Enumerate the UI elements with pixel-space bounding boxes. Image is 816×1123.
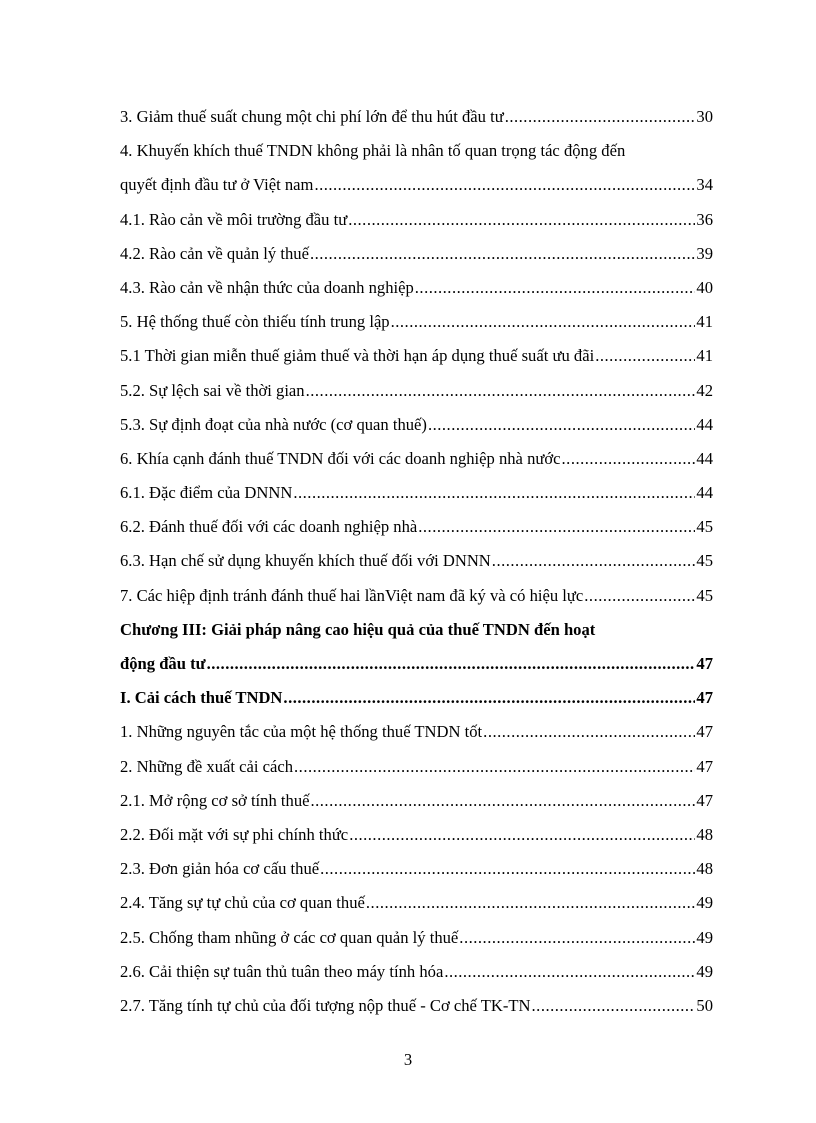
toc-entry-title: 4. Khuyến khích thuế TNDN không phải là nhân tố quan trọng tác động đến (120, 141, 626, 161)
toc-entry-page: 47 (696, 790, 713, 810)
toc-leader-dots (310, 784, 695, 818)
toc-entry-title: 2. Những đề xuất cải cách (120, 756, 294, 776)
toc-entry-page: 44 (696, 448, 713, 468)
toc-entry-page: 49 (696, 893, 713, 913)
toc-entry-title: 2.4. Tăng sự tự chủ của cơ quan thuế (120, 893, 365, 913)
toc-leader-dots (320, 852, 695, 886)
toc-leader-dots (349, 818, 695, 852)
toc-entry (120, 271, 713, 305)
toc-entry-title: 4.3. Rào cản về nhận thức của doanh nghiệp (120, 277, 414, 297)
toc-leader-dots (314, 168, 695, 202)
toc-entry (120, 134, 713, 168)
toc-entry-page: 44 (696, 483, 713, 503)
toc-entry-title: 1. Những nguyên tắc của một hệ thống thuế TNDN tốt (120, 722, 483, 742)
toc-entry (120, 100, 713, 134)
toc-entry-page: 48 (696, 859, 713, 879)
toc-leader-dots (562, 442, 696, 476)
toc-entry-page: 48 (696, 824, 713, 844)
toc-entry (120, 989, 713, 1023)
toc-leader-dots (492, 544, 696, 578)
toc-entry-title: 7. Các hiệp định tránh đánh thuế hai lầnViệt nam đã ký và có hiệu lực (120, 585, 584, 605)
toc-entry-title: động đầu tư (120, 654, 206, 673)
page-number: 3 (403, 1050, 413, 1069)
toc-entry (120, 921, 713, 955)
toc-entry-page: 42 (696, 380, 713, 400)
toc-entry (120, 442, 713, 476)
toc-entry (120, 750, 713, 784)
toc-entry (120, 681, 713, 715)
toc-entry-page: 39 (696, 243, 713, 263)
toc-entry-page: 47 (696, 688, 713, 708)
toc-entry (120, 476, 713, 510)
toc-entry (120, 237, 713, 271)
toc-entry-page: 34 (696, 175, 713, 195)
toc-entry (120, 818, 713, 852)
toc-entry-page: 30 (696, 107, 713, 126)
toc-entry-page: 47 (696, 722, 713, 742)
toc-entry (120, 613, 713, 647)
toc-entry (120, 955, 713, 989)
toc-leader-dots (444, 955, 695, 989)
toc-entry-page: 44 (696, 414, 713, 434)
toc-leader-dots (532, 989, 696, 1023)
toc-leader-dots (348, 203, 695, 237)
toc-entry-page: 45 (696, 551, 713, 571)
toc-entry-page: 50 (696, 995, 713, 1015)
toc-leader-dots (391, 305, 696, 339)
toc-leader-dots (366, 886, 696, 920)
toc-leader-dots (293, 476, 695, 510)
toc-entry-page: 36 (696, 209, 713, 229)
toc-entry (120, 510, 713, 544)
toc-leader-dots (418, 510, 695, 544)
toc-entry-title: 2.3. Đơn giản hóa cơ cấu thuế (120, 859, 320, 879)
toc-leader-dots (294, 750, 695, 784)
toc-entry-title: 2.2. Đối mặt với sự phi chính thức (120, 824, 349, 844)
toc-entry-title: 2.5. Chống tham nhũng ở các cơ quan quản lý thuế (120, 927, 459, 947)
toc-entry (120, 715, 713, 749)
toc-leader-dots (283, 681, 695, 715)
toc-entry-title: 2.6. Cải thiện sự tuân thủ tuân theo máy tính hóa (120, 961, 444, 981)
toc-entry-title: 5.3. Sự định đoạt của nhà nước (cơ quan thuế) (120, 414, 427, 434)
toc-entry-title: 5. Hệ thống thuế còn thiếu tính trung lập (120, 312, 390, 332)
toc-entry (120, 852, 713, 886)
toc-entry (120, 305, 713, 339)
toc-entry-page: 47 (696, 756, 713, 776)
toc-leader-dots (310, 237, 695, 271)
toc-entry (120, 886, 713, 920)
toc-entry (120, 544, 713, 578)
toc-entry (120, 579, 713, 613)
toc-entry-title: 6. Khía cạnh đánh thuế TNDN đối với các doanh nghiệp nhà nước (120, 448, 561, 468)
toc-leader-dots (505, 100, 696, 134)
toc-entry-title: 2.7. Tăng tính tự chủ của đối tượng nộp thuế - Cơ chế TK-TN (120, 995, 531, 1015)
toc-leader-dots (207, 647, 696, 681)
toc-entry (120, 203, 713, 237)
toc-entry-title: 5.1 Thời gian miễn thuế giảm thuế và thời hạn áp dụng thuế suất ưu đãi (120, 346, 595, 366)
toc-entry (120, 647, 713, 681)
toc-entry-page: 41 (696, 346, 713, 366)
toc-leader-dots (459, 921, 695, 955)
toc-entry-title: 5.2. Sự lệch sai về thời gian (120, 380, 305, 400)
toc-entry-title: 3. Giảm thuế suất chung một chi phí lớn để thu hút đầu tư (120, 107, 504, 126)
toc-leader-dots (595, 339, 695, 373)
toc-entry-page: 45 (696, 585, 713, 605)
toc-entry-title: quyết định đầu tư ở Việt nam (120, 175, 314, 195)
toc-entry-title: 6.3. Hạn chế sử dụng khuyến khích thuế đối với DNNN (120, 551, 491, 571)
table-of-contents (120, 100, 713, 1023)
toc-leader-dots (428, 408, 695, 442)
toc-entry-page: 40 (696, 277, 713, 297)
toc-leader-dots (306, 374, 696, 408)
toc-entry (120, 339, 713, 373)
toc-entry-title: I. Cải cách thuế TNDN (120, 688, 283, 708)
toc-entry-page: 49 (696, 961, 713, 981)
toc-leader-dots (584, 579, 695, 613)
toc-entry-page: 49 (696, 927, 713, 947)
toc-entry-page: 45 (696, 517, 713, 537)
toc-entry-page: 41 (696, 312, 713, 332)
toc-entry-title: Chương III: Giải pháp nâng cao hiệu quả của thuế TNDN đến hoạt (120, 619, 596, 639)
toc-entry-page: 47 (696, 654, 713, 673)
toc-entry (120, 168, 713, 202)
toc-entry-title: 6.2. Đánh thuế đối với các doanh nghiệp nhà (120, 517, 418, 537)
toc-entry (120, 408, 713, 442)
toc-entry-title: 2.1. Mở rộng cơ sở tính thuế (120, 790, 310, 810)
toc-leader-dots (415, 271, 696, 305)
toc-entry-title: 6.1. Đặc điểm của DNNN (120, 483, 293, 503)
toc-entry-title: 4.2. Rào cản về quản lý thuế (120, 243, 309, 263)
toc-leader-dots (483, 715, 695, 749)
toc-entry-title: 4.1. Rào cản về môi trường đầu tư (120, 209, 348, 229)
toc-entry (120, 374, 713, 408)
toc-entry (120, 784, 713, 818)
